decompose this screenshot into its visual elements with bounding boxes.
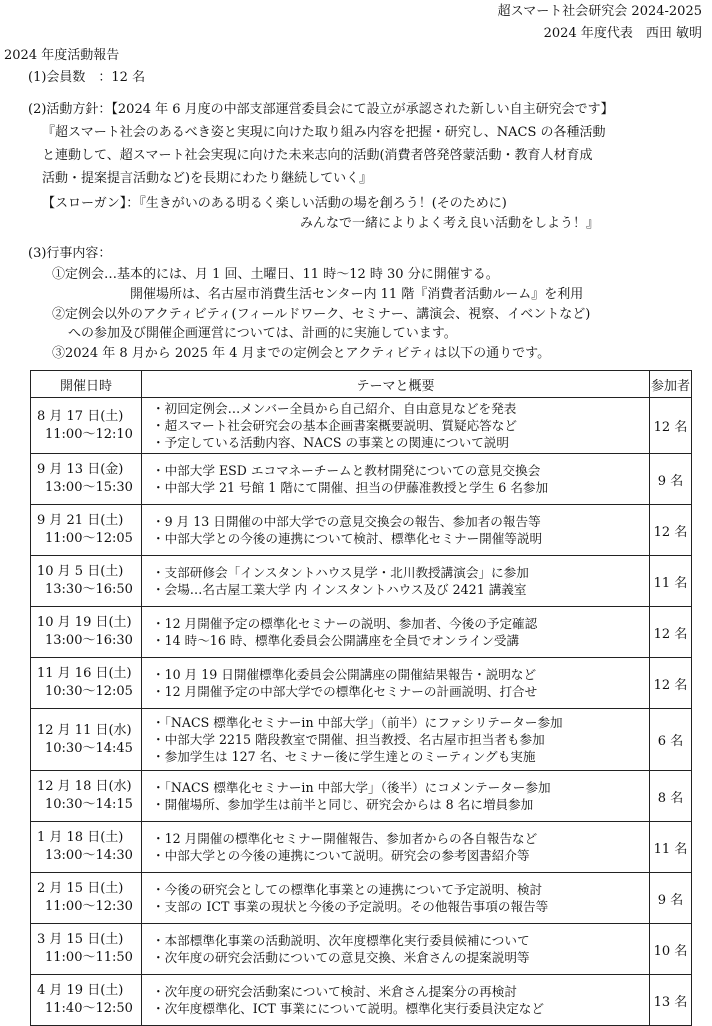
event-topic-item: ・12 月開催予定の標準化セミナーの説明、参加者、今後の予定確認 bbox=[152, 615, 538, 631]
event-topic-item: ・本部標準化事業の活動説明、次年度標準化実行委員候補について bbox=[152, 932, 530, 948]
event-date: 8 月 17 日(土) bbox=[37, 408, 124, 424]
event-topics-cell bbox=[142, 607, 650, 658]
event-time: 10:30～14:15 bbox=[45, 797, 133, 812]
event-topic-item: ・支部研修会「インスタントハウス見学・北川教授講演会」に参加 bbox=[152, 564, 529, 580]
event-topic-item: ・｢NACS 標準化セミナーin 中部大学｣（後半）にコメンテーター参加 bbox=[152, 779, 551, 795]
report-title: 2024 年度活動報告 bbox=[4, 48, 120, 63]
event-topic-item: ・次年度の研究会活動案について検討、米倉さん提案分の再検討 bbox=[152, 983, 517, 999]
event-topic-item: ・次年度標準化、ICT 事業にについて説明。標準化実行委員決定など bbox=[152, 1000, 544, 1016]
organization-title: 超スマート社会研究会 2024-2025 bbox=[497, 4, 702, 19]
event-topic-item: ・12 月開催予定の中部大学での標準化セミナーの計画説明、打合せ bbox=[152, 683, 538, 699]
event-topic-item: ・中部大学 2215 階段教室で開催、担当教授、名古屋市担当者も参加 bbox=[152, 731, 545, 747]
event-topic-item: ・超スマート社会研究会の基本企画書案概要説明、質疑応答など bbox=[152, 417, 517, 433]
event-topic-item: ・次年度の研究会活動についての意見交換、米倉さんの提案説明等 bbox=[152, 949, 530, 965]
event-date: 2 月 15 日(土) bbox=[37, 881, 124, 896]
item-activities-cont: への参加及び開催企画運営については、計画的に実施しています。 bbox=[68, 326, 457, 341]
events-heading: (3)行事内容： bbox=[28, 246, 112, 261]
event-time: 11:00～12:30 bbox=[45, 899, 133, 914]
table-row bbox=[31, 975, 692, 1026]
event-date-cell bbox=[31, 924, 142, 975]
event-date-cell bbox=[31, 975, 142, 1026]
item-meeting-venue: 開催場所は、名古屋市消費生活センター内 11 階『消費者活動ルーム』を利用 bbox=[130, 287, 584, 302]
policy-line: 『超スマート社会のあるべき姿と実現に向けた取り組み内容を把握・研究し、NACS の各種活動 bbox=[42, 125, 606, 140]
event-time: 11:00～11:50 bbox=[45, 950, 133, 965]
table-header-row bbox=[31, 371, 692, 398]
participant-count: 10 名 bbox=[650, 924, 692, 975]
slogan-line: みんなで一緒によりよく考え良い活動をしよう！』 bbox=[300, 216, 600, 231]
event-topic-item: ・10 月 19 日開催標準化委員会公開講座の開催結果報告・説明など bbox=[152, 666, 537, 682]
event-topics-cell bbox=[142, 975, 650, 1026]
event-topics-cell bbox=[142, 822, 650, 873]
event-time: 13:00～15:30 bbox=[45, 480, 133, 495]
representative: 2024 年度代表 西田 敏明 bbox=[543, 26, 702, 41]
event-date-cell bbox=[31, 454, 142, 505]
event-date: 12 月 11 日(水) bbox=[37, 722, 132, 738]
event-date: 4 月 19 日(土) bbox=[37, 983, 124, 998]
event-date: 10 月 19 日(土) bbox=[37, 615, 132, 630]
event-topics-cell bbox=[142, 556, 650, 607]
event-time: 13:00～14:30 bbox=[45, 848, 133, 863]
table-row bbox=[31, 709, 692, 771]
item-activities: ②定例会以外のアクティビティ(フィールドワーク、セミナー、講演会、視察、イベントなど) bbox=[52, 307, 591, 322]
event-topic-item: ・開催場所、参加学生は前半と同じ、研究会からは 8 名に増員参加 bbox=[152, 796, 534, 812]
participant-count: 13 名 bbox=[650, 975, 692, 1026]
event-topic-item: ・予定している活動内容、NACS の事業との関連について説明 bbox=[152, 434, 509, 450]
item-schedule-intro: ③2024 年 8 月から 2025 年 4 月までの定例会とアクティビティは以下の通りです。 bbox=[52, 346, 551, 361]
event-time: 10:30～14:45 bbox=[45, 740, 133, 756]
table-row bbox=[31, 822, 692, 873]
event-topic-item: ・参加学生は 127 名、セミナー後に学生達とのミーティングも実施 bbox=[152, 748, 536, 764]
participant-count: 11 名 bbox=[650, 822, 692, 873]
event-topic-item: ・初回定例会…メンバー全員から自己紹介、自由意見などを発表 bbox=[152, 400, 517, 416]
table-row bbox=[31, 924, 692, 975]
header-count: 参加者 bbox=[650, 371, 692, 398]
table-row bbox=[31, 454, 692, 505]
event-time: 13:00～16:30 bbox=[45, 633, 133, 648]
event-topic-item: ・中部大学 ESD エコマネーチームと教材開発についての意見交換会 bbox=[152, 462, 541, 478]
events-table bbox=[30, 370, 692, 1026]
event-topics-cell bbox=[142, 454, 650, 505]
event-date-cell bbox=[31, 822, 142, 873]
participant-count: 12 名 bbox=[650, 505, 692, 556]
table-row bbox=[31, 771, 692, 822]
event-date: 10 月 5 日(土) bbox=[37, 564, 124, 579]
item-regular-meeting: ①定例会…基本的には、月 1 回、土曜日、11 時～12 時 30 分に開催する。 bbox=[52, 267, 499, 282]
event-date: 9 月 13 日(金) bbox=[37, 462, 124, 477]
event-topic-item: ・支部の ICT 事業の現状と今後の予定説明。その他報告事項の報告等 bbox=[152, 898, 549, 914]
event-topic-item: ・今後の研究会としての標準化事業との連携について予定説明、検討 bbox=[152, 881, 543, 897]
event-topic-item: ・中部大学との今後の連携について検討、標準化セミナー開催等説明 bbox=[152, 530, 543, 546]
event-topic-item: ・14 時～16 時、標準化委員会公開講座を全員でオンライン受講 bbox=[152, 632, 520, 648]
event-time: 10:30～12:05 bbox=[45, 684, 133, 699]
event-topic-item: ・12 月開催の標準化セミナー開催報告、参加者からの各自報告など bbox=[152, 830, 538, 846]
event-topics-cell bbox=[142, 873, 650, 924]
event-date-cell bbox=[31, 398, 142, 454]
event-topic-item: ・会場…名古屋工業大学 内 インスタントハウス及び 2421 講義室 bbox=[152, 581, 527, 597]
policy-heading: (2)活動方針：【2024 年 6 月度の中部支部運営委員会にて設立が承認された新しい自主研究会です】 bbox=[28, 102, 614, 117]
slogan-line: 【スローガン】：『生きがいのある明るく楽しい活動の場を創ろう！(そのために) bbox=[42, 196, 507, 211]
event-date-cell bbox=[31, 873, 142, 924]
table-row bbox=[31, 658, 692, 709]
header-topic: テーマと概要 bbox=[142, 371, 650, 398]
event-topics-cell bbox=[142, 709, 650, 771]
event-time: 13:30～16:50 bbox=[45, 582, 133, 597]
member-count: (1)会員数 ：12 名 bbox=[28, 70, 146, 85]
participant-count: 9 名 bbox=[650, 873, 692, 924]
policy-line: と連動して、超スマート社会実現に向けた未来志向的活動(消費者啓発啓蒙活動・教育人材育成 bbox=[42, 148, 593, 163]
event-date-cell bbox=[31, 658, 142, 709]
participant-count: 8 名 bbox=[650, 771, 692, 822]
participant-count: 9 名 bbox=[650, 454, 692, 505]
event-topic-item: ・中部大学との今後の連携について説明。研究会の参考図書紹介等 bbox=[152, 847, 530, 863]
event-topics-cell bbox=[142, 505, 650, 556]
event-time: 11:40～12:50 bbox=[45, 1001, 133, 1016]
table-row bbox=[31, 607, 692, 658]
event-topics-cell bbox=[142, 398, 650, 454]
event-date-cell bbox=[31, 771, 142, 822]
event-date: 12 月 18 日(水) bbox=[37, 779, 132, 794]
event-date: 11 月 16 日(土) bbox=[37, 666, 132, 681]
event-date-cell bbox=[31, 505, 142, 556]
event-date: 3 月 15 日(土) bbox=[37, 932, 124, 947]
participant-count: 12 名 bbox=[650, 607, 692, 658]
policy-line: 活動・提案提言活動など)を長期にわたり継続していく』 bbox=[42, 171, 373, 186]
event-time: 11:00～12:10 bbox=[45, 426, 133, 442]
event-topic-item: ・9 月 13 日開催の中部大学での意見交換会の報告、参加者の報告等 bbox=[152, 513, 541, 529]
event-date-cell bbox=[31, 709, 142, 771]
participant-count: 6 名 bbox=[650, 709, 692, 771]
table-row bbox=[31, 505, 692, 556]
participant-count: 12 名 bbox=[650, 398, 692, 454]
event-topics-cell bbox=[142, 924, 650, 975]
event-date: 9 月 21 日(土) bbox=[37, 513, 124, 528]
event-topic-item: ・｢NACS 標準化セミナーin 中部大学｣（前半）にファシリテーター参加 bbox=[152, 714, 563, 730]
table-row bbox=[31, 873, 692, 924]
event-date: 1 月 18 日(土) bbox=[37, 830, 124, 845]
event-topics-cell bbox=[142, 771, 650, 822]
participant-count: 11 名 bbox=[650, 556, 692, 607]
event-date-cell bbox=[31, 556, 142, 607]
event-topics-cell bbox=[142, 658, 650, 709]
event-topic-item: ・中部大学 21 号館 1 階にて開催、担当の伊藤准教授と学生 6 名参加 bbox=[152, 479, 549, 495]
table-row bbox=[31, 556, 692, 607]
event-date-cell bbox=[31, 607, 142, 658]
event-time: 11:00～12:05 bbox=[45, 531, 133, 546]
table-row bbox=[31, 398, 692, 454]
header-date: 開催日時 bbox=[31, 371, 142, 398]
participant-count: 12 名 bbox=[650, 658, 692, 709]
